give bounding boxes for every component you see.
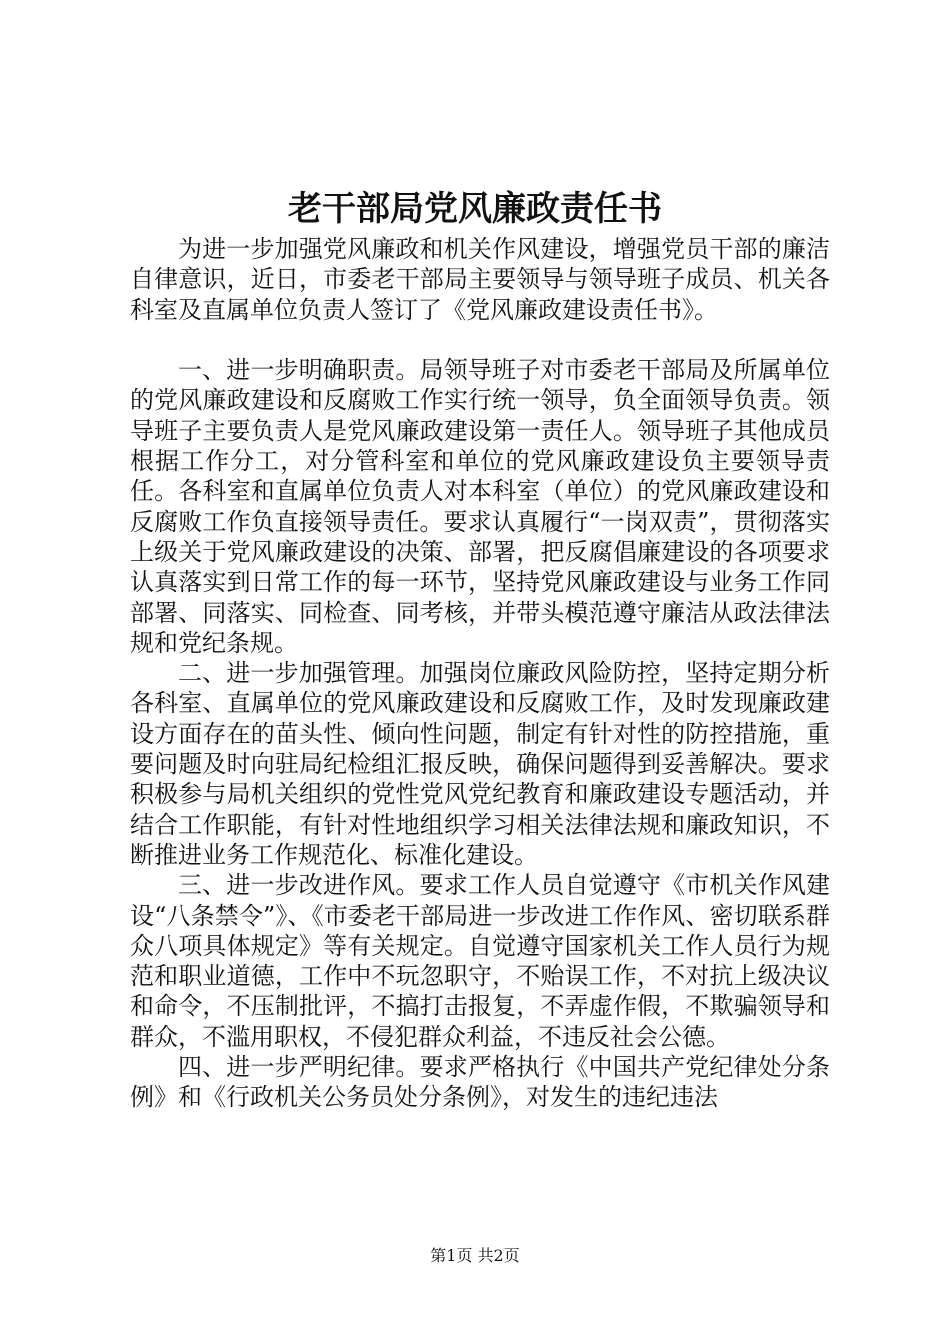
section-2-paragraph: 二、进一步加强管理。加强岗位廉政风险防控，坚持定期分析各科室、直属单位的党风廉政建设和反腐败工作，及时发现廉政建设方面存在的苗头性、倾向性问题，制定有针对性的防控措施，重要问题及时向驻局纪检组汇报反映，确保问题得到妥善解决。要求积极参与局机关组织的党性党风党纪教育和廉政建设专题活动，并结合工作职能，有针对性地组织学习相关法律法规和廉政知识，不断推进业务工作规范化、标准化建设。: [130, 659, 830, 869]
section-3-paragraph: 三、进一步改进作风。要求工作人员自觉遵守《市机关作风建设“八条禁令”》、《市委老干部局进一步改进工作作风、密切联系群众八项具体规定》等有关规定。自觉遵守国家机关工作人员行为规范和职业道德，工作中不玩忽职守，不贻误工作，不对抗上级决议和命令，不压制批评，不搞打击报复，不弄虚作假，不欺骗领导和群众，不滥用职权，不侵犯群众利益，不违反社会公德。: [130, 871, 830, 1051]
section-1-paragraph: 一、进一步明确职责。局领导班子对市委老干部局及所属单位的党风廉政建设和反腐败工作实行统一领导，负全面领导负责。领导班子主要负责人是党风廉政建设第一责任人。领导班子其他成员根据工作分工，对分管科室和单位的党风廉政建设负主要领导责任。各科室和直属单位负责人对本科室（单位）的党风廉政建设和反腐败工作负直接领导责任。要求认真履行“一岗双责”，贯彻落实上级关于党风廉政建设的决策、部署，把反腐倡廉建设的各项要求认真落实到日常工作的每一环节，坚持党风廉政建设与业务工作同部署、同落实、同检查、同考核，并带头模范遵守廉洁从政法律法规和党纪条规。: [130, 356, 830, 657]
document-title: 老干部局党风廉政责任书: [288, 189, 662, 229]
intro-paragraph: 为进一步加强党风廉政和机关作风建设，增强党员干部的廉洁自律意识，近日，市委老干部局主要领导与领导班子成员、机关各科室及直属单位负责人签订了《党风廉政建设责任书》。: [130, 235, 830, 324]
page-footer: 第1页 共2页: [430, 1246, 520, 1265]
document-body: [130, 234, 830, 1113]
section-4-paragraph: 四、进一步严明纪律。要求严格执行《中国共产党纪律处分条例》和《行政机关公务员处分条例》，对发生的违纪违法: [130, 1053, 830, 1112]
